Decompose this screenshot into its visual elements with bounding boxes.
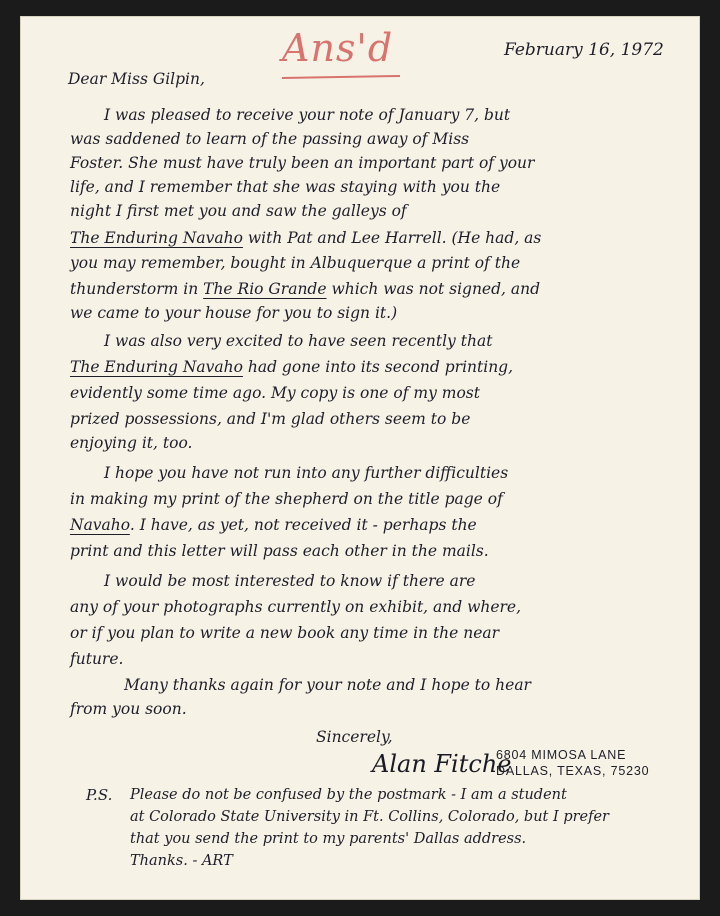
body-line-rest: which was not signed, and [326, 280, 541, 298]
body-line: night I first met you and saw the galleys of [70, 202, 407, 220]
ps-line: at Colorado State University in Ft. Collins, Colorado, but I prefer [130, 809, 609, 825]
body-line: in making my print of the shepherd on the title page of [70, 490, 503, 508]
body-line-rest: with Pat and Lee Harrell. (He had, as [242, 229, 542, 247]
letter-date: February 16, 1972 [504, 40, 664, 60]
body-line-rest: had gone into its second printing, [242, 358, 514, 376]
body-line [70, 231, 541, 247]
body-line: enjoying it, too. [70, 434, 193, 452]
signoff: Sincerely, [316, 728, 393, 746]
body-line: was saddened to learn of the passing away of Miss [70, 130, 470, 148]
salutation: Dear Miss Gilpin, [68, 70, 205, 88]
body-line: we came to your house for you to sign it.) [70, 304, 398, 322]
ps-line: Thanks. - ART [130, 853, 233, 869]
body-line: any of your photographs currently on exhibit, and where, [70, 598, 522, 616]
body-line: prized possessions, and I'm glad others seem to be [70, 410, 471, 428]
body-line: you may remember, bought in Albuquerque a print of the [70, 254, 521, 272]
body-line-lead: thunderstorm in [70, 280, 204, 298]
book-title: The Rio Grande [203, 280, 327, 298]
body-line: I was pleased to receive your note of January 7, but [104, 106, 511, 124]
signature: Alan Fitche [372, 750, 512, 778]
body-line: I hope you have not run into any further difficulties [104, 464, 509, 482]
body-line: evidently some time ago. My copy is one of my most [70, 384, 480, 402]
annotation-underline [282, 75, 400, 79]
body-line-rest: . I have, as yet, not received it - perhaps the [129, 516, 477, 534]
body-line: I would be most interested to know if there are [104, 572, 476, 590]
body-line: life, and I remember that she was staying with you the [70, 178, 501, 196]
book-title: The Enduring Navaho [70, 358, 243, 376]
body-line [70, 360, 513, 376]
address-street: 6804 MIMOSA LANE [496, 748, 627, 762]
ps-line: that you send the print to my parents' Dallas address. [130, 831, 527, 847]
ps-label: P.S. [86, 786, 113, 804]
answered-annotation: Ans'd [282, 26, 394, 70]
body-line: print and this letter will pass each other in the mails. [70, 542, 489, 560]
body-line: I was also very excited to have seen recently that [104, 332, 493, 350]
letter-page [20, 16, 700, 900]
body-line: or if you plan to write a new book any time in the near [70, 624, 500, 642]
address-city: DALLAS, TEXAS, 75230 [496, 764, 650, 778]
body-line [70, 518, 477, 534]
book-title: Navaho [70, 516, 130, 534]
body-line: from you soon. [70, 700, 187, 718]
body-line: Foster. She must have truly been an important part of your [70, 154, 535, 172]
body-line: Many thanks again for your note and I hope to hear [124, 676, 531, 694]
book-title: The Enduring Navaho [70, 229, 243, 247]
body-line: future. [70, 650, 124, 668]
body-line [70, 282, 540, 298]
ps-line: Please do not be confused by the postmark - I am a student [130, 787, 567, 803]
